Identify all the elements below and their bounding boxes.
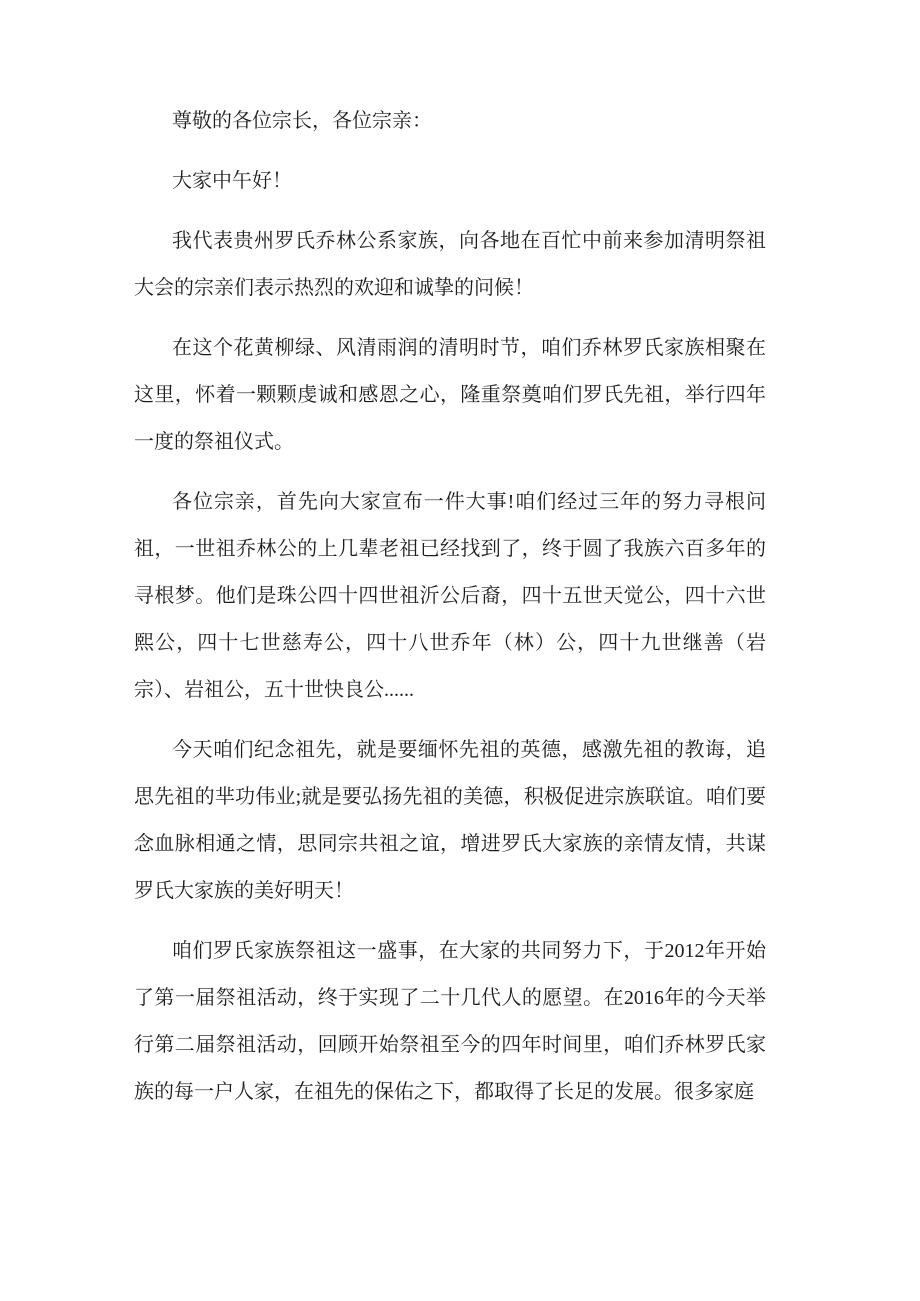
document-text-block [134,98,766,1116]
paragraph-announcement: 各位宗亲，首先向大家宣布一件大事!咱们经过三年的努力寻根问祖，一世祖乔林公的上几辈老祖已经找到了，终于圆了我族六百多年的寻根梦。他们是珠公四十四世祖沂公后裔，四十五世天觉公，四十六世熙公，四十七世慈寿公，四十八世乔年（林）公，四十九世继善（岩宗）、岩祖公，五十世快良公...... [134,491,766,701]
paragraph-commemorate: 今天咱们纪念祖先，就是要缅怀先祖的英德，感激先祖的教诲，追思先祖的芈功伟业;就是要弘扬先祖的美德，积极促进宗族联谊。咱们要念血脉相通之情，思同宗共祖之谊，增进罗氏大家族的亲情友情，共谋罗氏大家族的美好明天！ [134,739,766,902]
paragraph-occasion: 在这个花黄柳绿、风清雨润的清明时节，咱们乔林罗氏家族相聚在这里，怀着一颗颗虔诚和感恩之心，隆重祭奠咱们罗氏先祖，举行四年一度的祭祖仪式。 [134,337,766,453]
paragraph-welcome: 我代表贵州罗氏乔林公系家族，向各地在百忙中前来参加清明祭祖大会的宗亲们表示热烈的欢迎和诚挚的问候！ [134,230,766,299]
paragraph-salutation: 尊敬的各位宗长，各位宗亲： [172,110,432,132]
paragraph-greeting: 大家中午好！ [172,170,292,192]
paragraph-history: 咱们罗氏家族祭祖这一盛事，在大家的共同努力下，于2012年开始了第一届祭祖活动，终于实现了二十几代人的愿望。在2016年的今天举行第二届祭祖活动，回顾开始祭祖至今的四年时间里，咱们乔林罗氏家族的每一户人家，在祖先的保佑之下，都取得了长足的发展。很多家庭 [134,940,766,1103]
